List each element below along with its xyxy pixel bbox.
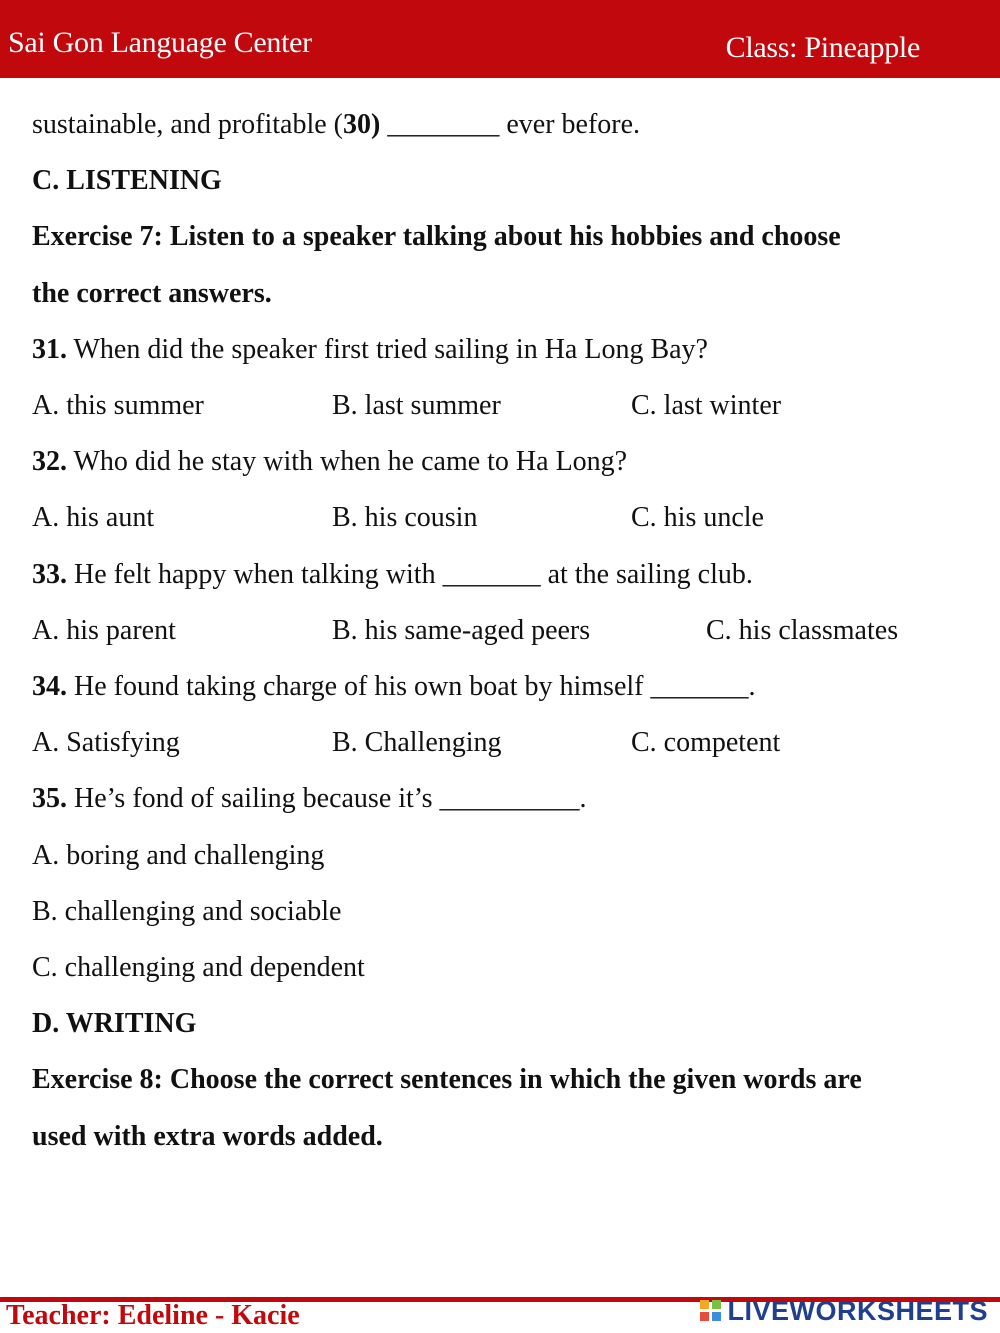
brand-name: LIVEWORKSHEETS: [727, 1295, 988, 1326]
exercise-8-title: Exercise 8: Choose the correct sentences in which the given words are: [32, 1064, 862, 1095]
section-heading-writing: D. WRITING: [32, 1008, 197, 1039]
question-33: [32, 558, 753, 592]
question-text: When did the speaker first tried sailing in Ha Long Bay?: [67, 334, 708, 365]
option-c[interactable]: C. challenging and dependent: [32, 952, 365, 983]
question-text: Who did he stay with when he came to Ha Long?: [67, 446, 628, 477]
question-text: He felt happy when talking with _______ at the sailing club.: [67, 559, 753, 590]
exercise-7-title: Exercise 7: Listen to a speaker talking about his hobbies and choose: [32, 221, 841, 252]
option-b[interactable]: B. his same-aged peers: [332, 615, 591, 646]
exercise-8-title-cont: used with extra words added.: [32, 1121, 383, 1152]
teacher-name: Teacher: Edeline - Kacie: [6, 1300, 300, 1331]
question-number: 30): [343, 109, 381, 140]
text-line: [32, 108, 640, 142]
option-b[interactable]: B. challenging and sociable: [32, 896, 342, 927]
question-34: [32, 670, 755, 704]
question-number: 35.: [32, 783, 67, 814]
option-c[interactable]: C. his uncle: [631, 502, 764, 533]
question-number: 33.: [32, 559, 67, 590]
line-text: sustainable, and profitable (: [32, 109, 344, 140]
question-number: 32.: [32, 446, 67, 477]
question-text: He’s fond of sailing because it’s __________.: [67, 783, 587, 814]
line-text: ________ ever before.: [380, 109, 641, 140]
liveworksheets-logo-icon: [699, 1298, 723, 1324]
page-header: [0, 0, 1000, 78]
option-b[interactable]: B. his cousin: [332, 502, 478, 533]
question-31: [32, 333, 708, 367]
center-name: Sai Gon Language Center: [8, 26, 312, 59]
option-c[interactable]: C. his classmates: [706, 615, 899, 646]
liveworksheets-logo: [699, 1296, 988, 1326]
option-b[interactable]: B. Challenging: [332, 727, 502, 758]
option-a[interactable]: A. his parent: [32, 615, 176, 646]
question-35: [32, 782, 586, 816]
question-text: He found taking charge of his own boat by himself _______.: [67, 671, 756, 702]
exercise-7-title-cont: the correct answers.: [32, 278, 272, 309]
question-32: [32, 445, 627, 479]
option-a[interactable]: A. Satisfying: [32, 727, 180, 758]
option-c[interactable]: C. competent: [631, 727, 781, 758]
option-c[interactable]: C. last winter: [631, 390, 782, 421]
question-number: 34.: [32, 671, 67, 702]
class-label: Class: Pineapple: [725, 31, 920, 64]
question-number: 31.: [32, 334, 67, 365]
option-a[interactable]: A. this summer: [32, 390, 204, 421]
option-b[interactable]: B. last summer: [332, 390, 501, 421]
option-a[interactable]: A. boring and challenging: [32, 840, 325, 871]
option-a[interactable]: A. his aunt: [32, 502, 155, 533]
section-heading-listening: C. LISTENING: [32, 165, 222, 196]
